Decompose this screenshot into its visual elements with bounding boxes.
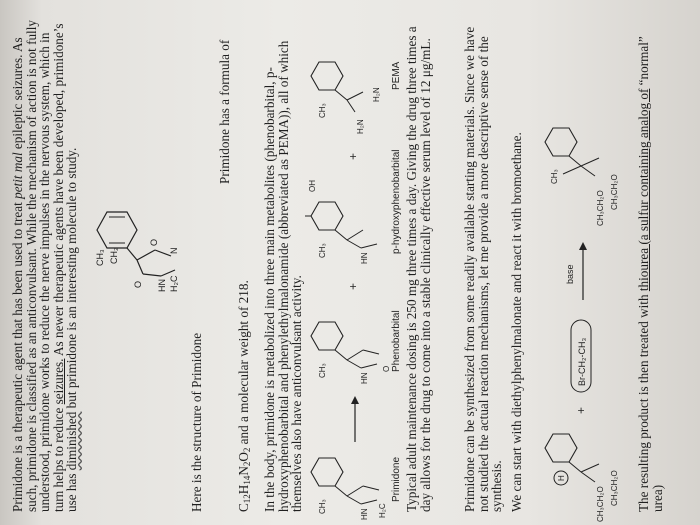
formula-c: C [236,503,251,512]
ch2-label: CH₂ [109,247,119,264]
nitrogen-label: N [169,247,179,254]
primidone-structure [85,182,185,312]
ester-label-3: CH₃CH₂O [596,190,605,226]
ch3-label-e: CH₃ [550,169,559,184]
synthesis-paragraph: Primidone can be synthesized from some readily available starting materials. Since we have not studied the actual reaction mechanisms, let me provide a more descriptive sense of the synthesis. [462,26,505,512]
oxygen-label-b: O [382,365,391,372]
diethylphenylmalonate-structure [545,434,619,522]
metabolism-paragraph: In the body, primidone is metabolized into three main metabolites (phenobarbital, p-hydroxyphenobarbital and phenylethylmalonamide (abbreviated as PEMA)), all of which themselves also have anticonvulsant activity. [262,40,305,512]
ch3-label-b: CH₃ [318,363,327,378]
oxygen-label: O [133,280,143,288]
intro-wavy-diminished: diminished [64,411,80,471]
result-paragraph [637,12,664,512]
intro-text-3: As newer therapeutic agents have been developed, primidone’s use has [50,23,80,512]
hydroxyphenobarbital-structure [305,180,377,264]
formula-h: H [236,484,251,495]
reaction-arrow-head [351,396,359,404]
h2n-label-1: H₂N [356,119,365,134]
phenobarbital-structure [311,322,391,384]
dosing-paragraph: Typical adult maintenance dosing is 250 mg three times a day. Giving the drug three times a day allows for the drug to come into a stable clinically effective serum level of 12 μg/mL. [404,26,433,512]
plus-sign-1: + [346,282,360,290]
intro-paragraph [11,12,79,512]
starting-material-paragraph: We can start with diethylphenylmalonate and react it with bromoethane. [509,132,524,512]
hn-label-a: HN [360,508,369,520]
caption-primidone: Primidone [391,456,402,502]
result-underlined: thiourea (a sulfur containing analog of [636,88,651,292]
result-text-2: “normal” urea) [636,36,665,512]
plus-sign-3: + [574,406,588,414]
caption-hydroxyphenobarbital: p-hydroxyphenobarbital [391,149,402,254]
hn-label-b: HN [360,372,369,384]
formula-o: O [236,452,251,462]
result-text-1: The resulting product is then treated with [636,294,651,512]
ethylated-product-structure [545,128,619,226]
intro-text-1: Primidone is a therapeutic agent that has been used to treat [10,202,25,512]
intro-text-4: but primidone is an interesting molecule to study. [64,147,80,409]
formula-c-sub: 12 [242,494,252,504]
oxygen-label-2: O [149,238,159,246]
pema-structure [311,62,381,134]
formula-h-sub: 14 [242,475,252,485]
formula-n: N [236,466,251,476]
formula-line [237,12,255,512]
formula-label: Primidone has a formula of [217,39,232,184]
formula-n-sub: 2 [242,461,252,467]
caption-pema: PEMA [391,61,402,90]
primidone-small-structure [311,458,387,520]
ester-label-4: CH₃CH₂O [610,174,619,210]
ch3-label-a: CH₃ [318,499,327,514]
ester-label-2: CH₃CH₂O [610,470,619,506]
synthesis-arrow-head [579,242,587,250]
formula-tail: and a molecular weight of 218. [236,280,251,448]
hn-label-c: HN [360,252,369,264]
document-page [5,2,695,522]
structure-caption: Here is the structure of Primidone [189,332,204,512]
ch3-label: CH₃ [95,249,105,266]
intro-underlined-seizures: seizures. [50,358,66,405]
ch3-label-c: CH₃ [318,243,327,258]
formula-o-sub: 2 [242,447,252,453]
reagent-label: Br-CH₂-CH₃ [577,337,587,386]
intro-italic: petit mal [10,152,25,199]
plus-sign-2: + [346,152,360,160]
circled-h-label: H [557,475,566,481]
ester-label-1: CH₃CH₂O [596,486,605,522]
oh-label: OH [308,180,317,192]
synthesis-scheme [533,2,633,522]
h2c-label: H₂C [169,275,179,292]
metabolites-scheme [305,2,405,522]
h2n-label-2: H₂N [372,87,381,102]
base-label: base [565,264,575,284]
h2c-label-a: H₂C [378,503,387,518]
caption-phenobarbital: Phenobarbital [391,310,402,372]
intro-text-2: epileptic seizures. As such, primidone is classified as an anticonvulsant. While the mechanism of action is not fully understood, primidone works to reduce the nerve impulses in the nervous system, which in turn helps to reduce [10,20,66,512]
ch3-label-d: CH₃ [318,103,327,118]
hn-label: HN [157,279,167,292]
